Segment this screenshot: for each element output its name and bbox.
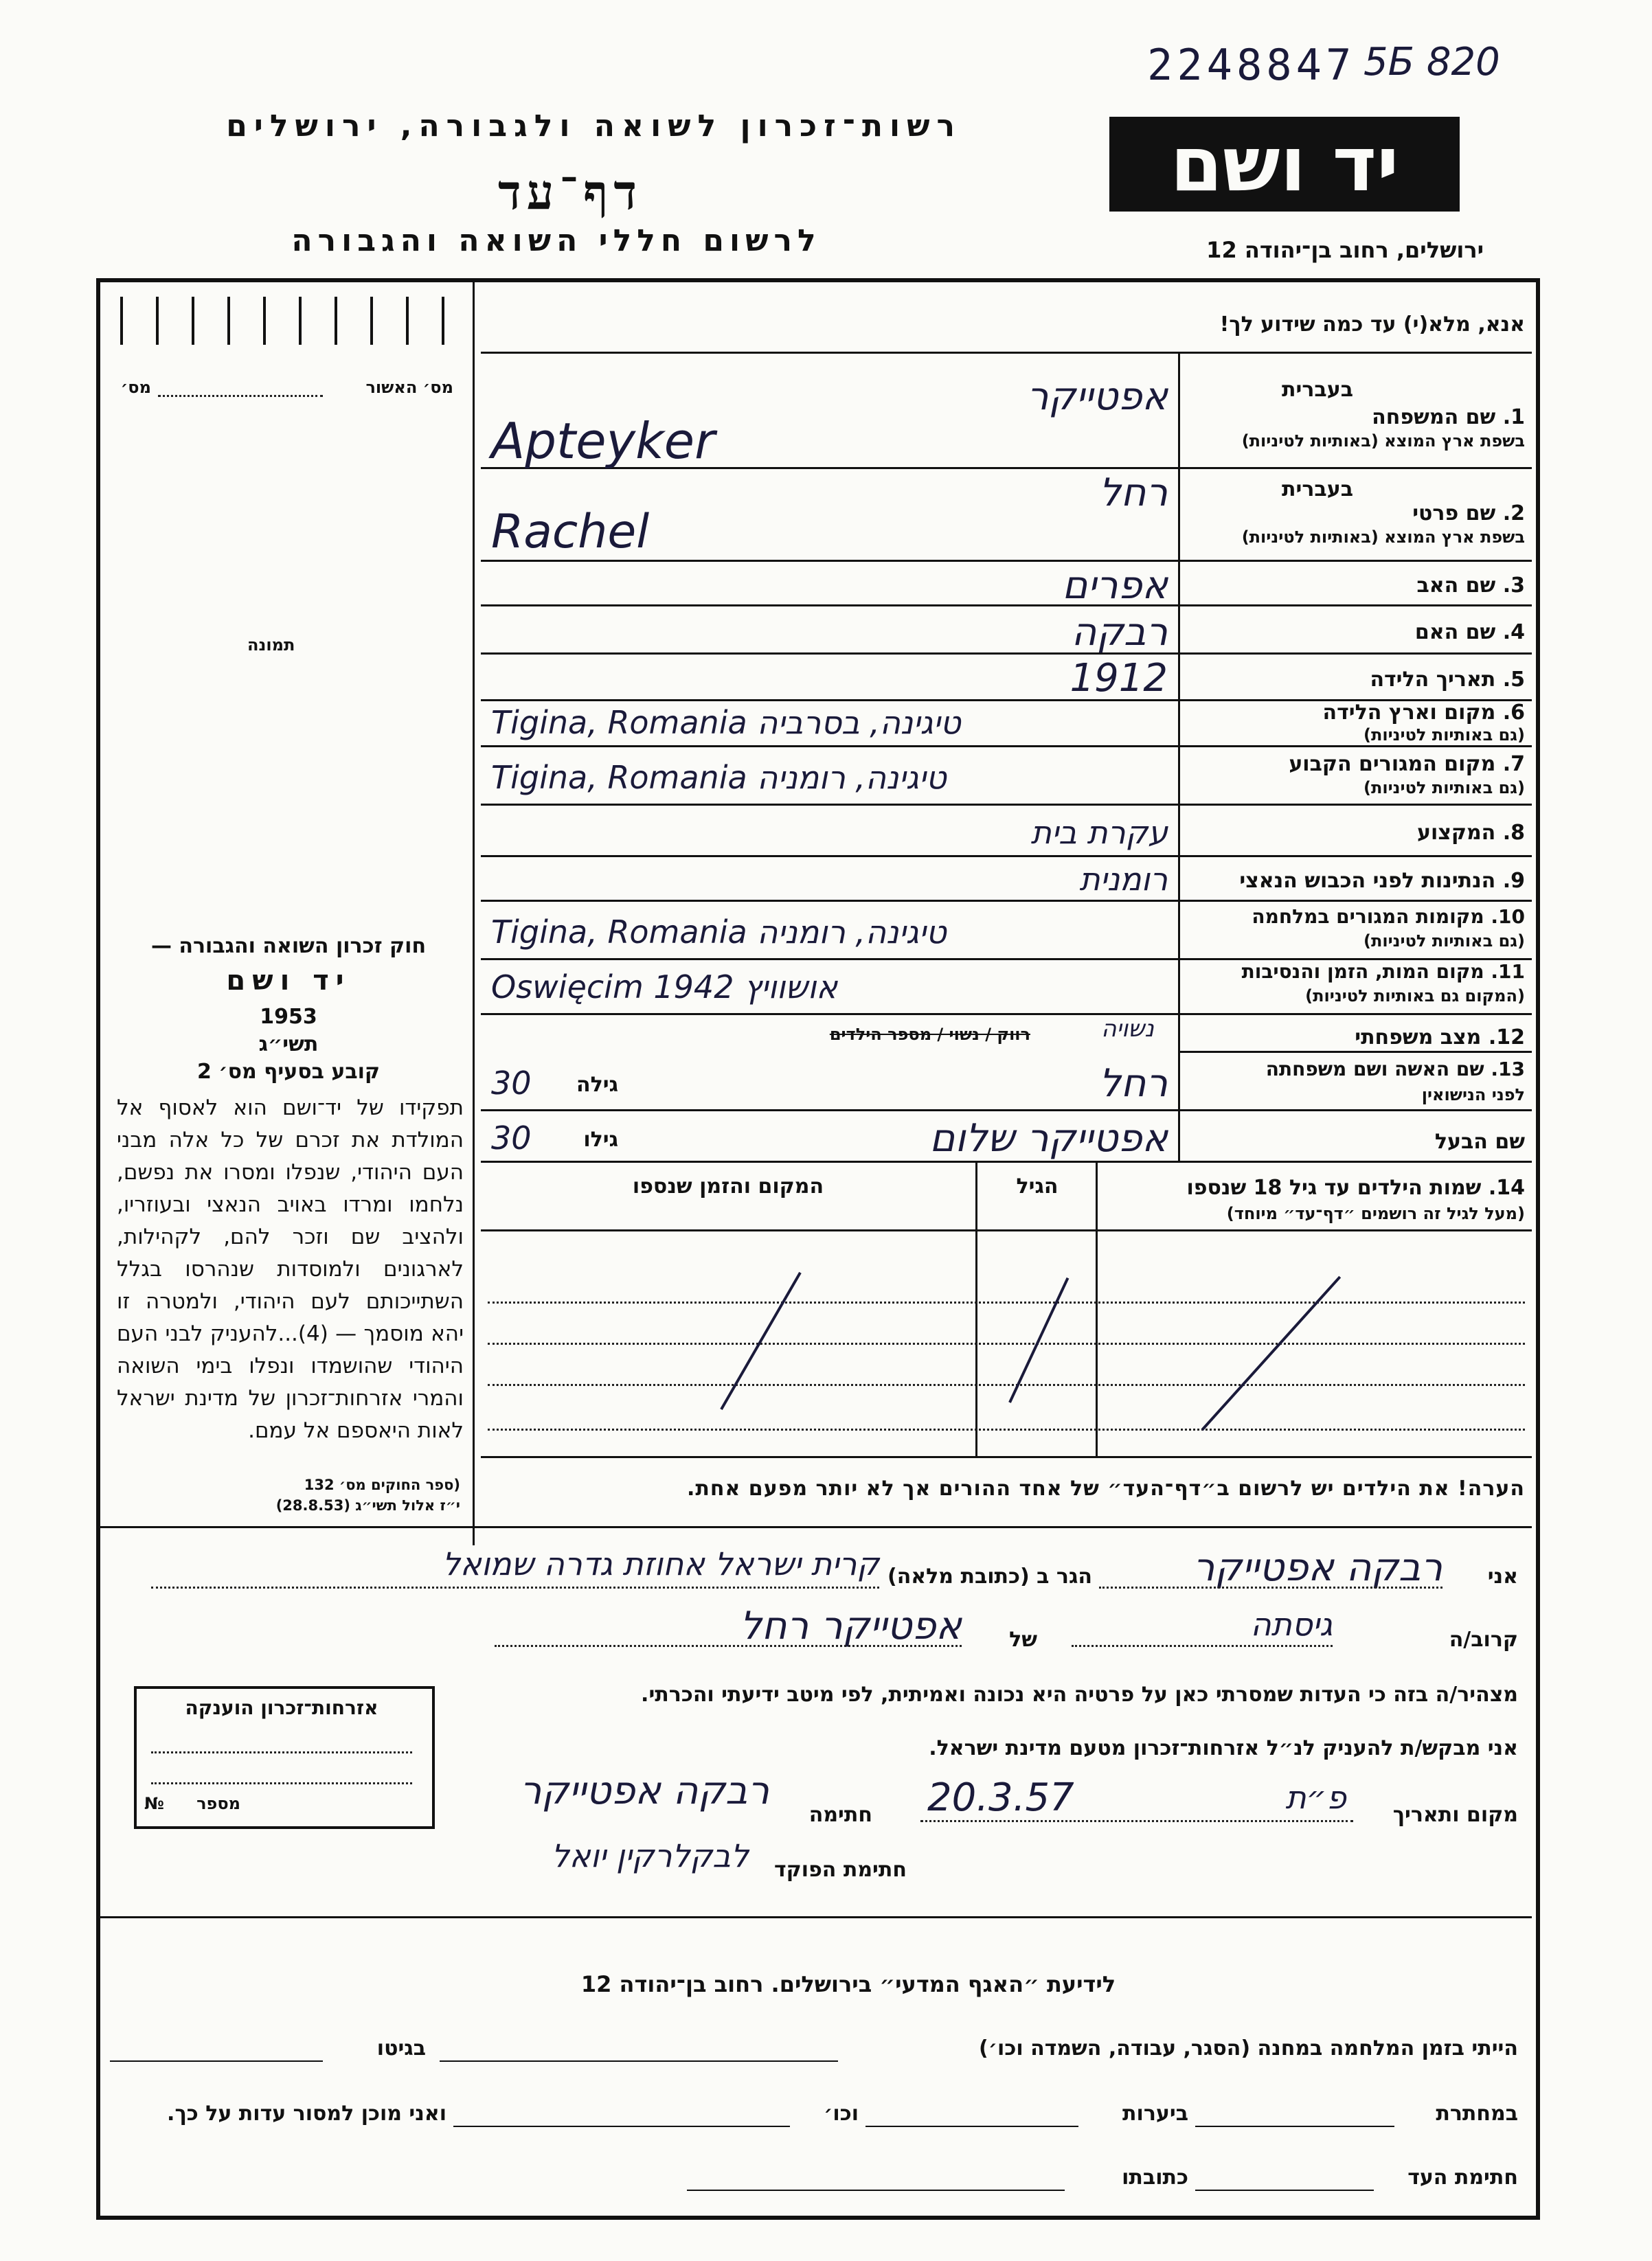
value-wartime: Tigina, Romania טיגינה, רומניה [491,913,947,951]
label-wife: 13. שם האשה ושם משפחתה [1265,1058,1525,1080]
child-row [488,1343,1525,1345]
label-rule [1178,467,1532,469]
label-rule [1178,1013,1532,1015]
yad-vashem-logo: יד ושם [1109,117,1460,212]
decl-resident: הגר ב (כתובת מלאה) [887,1565,1092,1589]
decl-date: 20.3.57 [927,1775,1074,1820]
authority-line: רשות־זכרון לשואה ולגבורה, ירושלים [226,109,962,144]
law-ref1: (ספר החוקים מס׳ 132 [304,1477,460,1493]
decl-of-dots [495,1645,962,1647]
footer-rule [96,1916,1532,1918]
confirm-ticks [120,297,471,345]
footer-ghetto: בגיטו [376,2036,426,2060]
label-nationality: 9. הנתינות לפני הכבוש הנאצי [1239,869,1525,893]
label-mother: 4. שם האם [1414,620,1525,644]
label-children-sub: (מעל לגיל זה רושמים ״דף־עד״ מיוחד) [1226,1204,1525,1223]
label-death-sub: (המקום גם באותיות לטיניות) [1305,986,1525,1005]
footer-blank [110,2060,323,2062]
label-children: 14. שמות הילדים עד גיל 18 שנספו [1186,1176,1525,1200]
label-rule [1178,1109,1532,1111]
decl-address-dots [151,1587,879,1589]
footer-willing: ואני מוכן למסור עדות על כך. [167,2102,446,2126]
footer-underground: במחתרת [1436,2102,1518,2126]
decl-place: פ״ת [1285,1779,1346,1816]
label-birthplace: 6. מקום וארץ הלידה [1322,701,1525,725]
law-name: יד ושם [226,965,351,997]
serial-number: 2248847 [1147,40,1356,90]
decl-signature: חתימה [808,1803,872,1827]
footer-blank [1195,2190,1374,2191]
label-first-name: 2. שם פרטי [1412,501,1525,525]
decl-place-date: מקום ותאריך [1392,1803,1518,1827]
children-col-divider [975,1161,977,1456]
photo-label: תמונה [247,635,295,655]
label-in-hebrew-2: בעברית [1282,477,1353,501]
declaration-rule [96,1526,1532,1528]
value-husband: אפטייקר שלום [929,1116,1168,1161]
child-row [488,1384,1525,1386]
label-rule [1178,900,1532,902]
confirm-dots [158,395,323,397]
law-title: חוק זכרון השואה והגבורה — [150,934,427,958]
value-father: אפרים [1062,563,1168,608]
children-col-divider [1096,1161,1098,1456]
footer-blank [687,2190,1065,2191]
decl-relative: קרוב/ה [1449,1628,1518,1652]
decl-request: אני מבקש/ת להעניק לנ״ל אזרחות־זכרון מטעם מדינת ישראל. [929,1736,1518,1760]
note: הערה! את הילדים יש לרשום ב״דף־העד״ של אחד ההורים אך לא יותר מפעם אחת. [687,1477,1525,1501]
label-rule [1178,604,1532,606]
form-subtitle: לרשום חללי השואה והגבורה [291,223,822,258]
label-rule [1178,560,1532,562]
row-rule [481,855,1181,857]
confirm-label: מס׳ האשור [365,378,453,397]
decl-sig-value: רבקה אפטייקר [519,1769,769,1813]
value-birthplace: Tigina, Romania טיגינה, בסרביה [491,704,961,741]
note-rule [481,1456,1532,1458]
law-year: 1953 [260,1005,317,1029]
footer-title: לידיעת ״האגף המדעי״ בירושלים. רחוב בן־יהודה 12 [580,1971,1116,1997]
row-rule [481,745,1181,747]
col-place: המקום והזמן שנספו [632,1174,824,1198]
label-profession: 8. המקצוע [1417,821,1525,845]
decl-of: של [1009,1628,1037,1652]
decl-relation-dots [1072,1645,1333,1647]
intro-rule [481,352,1532,354]
label-wartime: 10. מקומות המגורים במלחמה [1252,905,1525,928]
value-status: נשויה [1101,1015,1154,1043]
label-rule [1178,804,1532,806]
label-surname: 1. שם המשפחה [1372,405,1525,429]
label-rule [1178,855,1532,857]
decl-name-dots [1099,1587,1442,1589]
value-wife: רחל [1098,1061,1168,1106]
label-husband: שם הבעל [1434,1130,1525,1154]
label-father: 3. שם האב [1416,573,1525,598]
value-profession: עקרת בית [1030,814,1168,851]
label-surname-sub: בשפת ארץ המוצא (באותיות לטיניות) [1241,431,1525,451]
cert-dots [151,1782,412,1784]
decl-official-value: לבקלרקין יואל [551,1837,749,1874]
value-husband-age: 30 [491,1120,532,1157]
decl-official: חתימת הפוקד [774,1858,907,1882]
footer-forests: ביערות [1122,2102,1188,2126]
value-mother: רבקה [1071,610,1168,655]
cert-title: אזרחות־זכרון הוענקה [185,1696,378,1719]
decl-i: אני [1487,1565,1518,1589]
footer-witness-addr: כתובתו [1122,2166,1188,2190]
row-rule [481,1161,1532,1163]
cert-dots [151,1751,412,1753]
row-rule [481,958,1181,960]
label-wife-sub: לפני הנישואין [1421,1085,1525,1104]
label-birth-date: 5. תאריך הלידה [1370,668,1525,692]
law-clause: קובע בסעיף מס׳ 2 [196,1060,381,1084]
footer-line1: הייתי בזמן המלחמה במחנה (הסגר, עבודה, השמדה וכו׳) [979,2036,1518,2060]
label-age-m: גילו [583,1128,618,1152]
label-rule [1178,1051,1532,1053]
col-age: הגיל [1016,1174,1059,1198]
label-age-f: גילה [576,1073,618,1097]
label-residence: 7. מקום המגורים הקבוע [1289,752,1525,776]
footer-blank [1195,2126,1394,2127]
row-rule [481,1109,1181,1111]
footer-etc: וכו׳ [824,2102,859,2126]
value-birth: 1912 [1070,656,1168,701]
decl-affirm: מצהיר/ה בזה כי העדות שמסרתי כאן על פרטיה היא נכונה ואמיתית, לפי מיטב ידיעתי והכרתי. [641,1683,1518,1707]
value-first-he: רחל [1098,470,1168,515]
label-wartime-sub: (גם באותיות לטיניות) [1364,931,1525,951]
row-rule [481,900,1181,902]
cert-no: מספר [196,1794,240,1813]
label-rule [1178,652,1532,655]
value-surname-he: אפטייקר [1026,374,1168,419]
label-death: 11. מקום המות, הזמן והנסיבות [1241,960,1525,983]
label-residence-sub: (גם באותיות לטיניות) [1364,778,1525,797]
decl-date-dots [920,1820,1353,1822]
status-options: רווק / נשוי / מספר הילדים [829,1025,1030,1044]
value-surname-lat: Apteyker [491,412,715,470]
decl-of-value: אפטייקר רחל [740,1604,962,1648]
decl-address: קרית ישראל אחוזת גדרה שמואל [442,1545,879,1582]
child-row [488,1302,1525,1304]
label-status: 12. מצב משפחתי [1355,1025,1525,1049]
value-first-lat: Rachel [491,505,650,559]
law-ref2: י״ז אלול תשי״ג (28.8.53) [275,1497,460,1514]
intro: אנא, מלא(י) עד כמה שידוע לך! [1219,313,1525,337]
footer-witness-sig: חתימת העד [1407,2166,1518,2190]
address-line: ירושלים, רחוב בן־יהודה 12 [1206,237,1484,263]
label-first-name-sub: בשפת ארץ המוצא (באותיות לטיניות) [1241,527,1525,547]
value-death: Oswięcim אושוויץ 1942 [491,968,838,1005]
label-in-hebrew: בעברית [1282,378,1353,402]
children-header-rule [481,1229,1532,1231]
label-birthplace-sub: (גם באותיות לטיניות) [1364,725,1525,745]
cert-no2: № [144,1794,164,1813]
footer-blank [453,2126,790,2127]
law-text: תפקידו של יד־ושם הוא לאסוף אל המולדת את זכרם של כל אלה מבני העם היהודי, שנפלו ומסרו את נפשם, נלחמו ומרדו באויב הנאצי ובעוזריו, ולהציב שם וזכר להם, לקהילות, לארגונים ולמוסדות שנהרסו בגלל השתייכותם לעם היהודי, ולמטרה זו יהא מוסמך — (4)...להעניק לבני העם היהודי שהושמדו ונפלו בימי השואה והמרי אזרחות־זכרון של מדינת ישראל לאות היאספם אל עמם. [117,1095,464,1443]
sidebar-divider [473,282,475,1545]
label-rule [1178,745,1532,747]
law-year-he: תשי״ג [258,1032,319,1056]
labels-divider [1178,354,1180,1161]
decl-relation: גיסתה [1250,1606,1333,1643]
footer-blank [440,2060,838,2062]
value-nationality: רומנית [1079,861,1168,898]
value-wife-age: 30 [491,1065,532,1102]
value-residence: Tigina, Romania טיגינה, רומניה [491,759,947,796]
row-rule [481,560,1181,562]
form-title: דף־עד [497,163,642,220]
confirm-no: מס׳ [120,378,151,397]
child-row [488,1429,1525,1431]
decl-name: רבקה אפטייקר [1192,1545,1442,1590]
row-rule [481,804,1181,806]
footer-blank [865,2126,1078,2127]
serial-handwritten: 5Б 820 [1364,40,1500,84]
